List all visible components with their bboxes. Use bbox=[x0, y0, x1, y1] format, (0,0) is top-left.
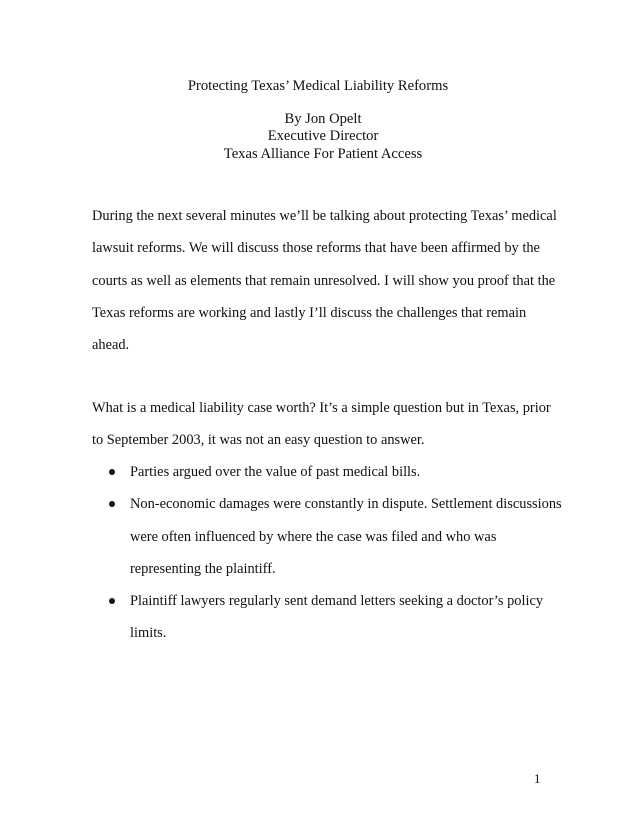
bullet-item bbox=[92, 456, 562, 488]
bullet-item bbox=[92, 488, 562, 585]
bullet-text: Plaintiff lawyers regularly sent demand letters seeking a doctor’s policy limits. bbox=[130, 593, 544, 642]
question-paragraph: What is a medical liability case worth? It’s a simple question but in Texas, prior to September 2003, it was not an easy question to answer. bbox=[92, 400, 551, 449]
author-organization: Texas Alliance For Patient Access bbox=[223, 146, 423, 162]
bullet-icon bbox=[109, 469, 115, 475]
bullet-icon bbox=[109, 598, 115, 604]
bullet-text: Non-economic damages were constantly in dispute. Settlement discussions were often influenced by where the case was filed and who was representing the plaintiff. bbox=[130, 496, 562, 577]
bullet-list bbox=[92, 456, 562, 650]
intro-paragraph: During the next several minutes we’ll be talking about protecting Texas’ medical lawsuit reforms. We will discuss those reforms that have been affirmed by the courts as well as elements that remain unresolved. I will show you proof that the Texas reforms are working and lastly I’ll discuss the challenges that remain ahead. bbox=[92, 208, 557, 354]
document-title: Protecting Texas’ Medical Liability Reforms bbox=[187, 78, 449, 94]
bullet-text: Parties argued over the value of past medical bills. bbox=[130, 464, 421, 480]
bullet-item bbox=[92, 585, 562, 650]
author-byline: By Jon Opelt bbox=[284, 111, 362, 127]
author-role: Executive Director bbox=[267, 128, 379, 144]
page-number: 1 bbox=[534, 771, 541, 786]
bullet-icon bbox=[109, 501, 115, 507]
